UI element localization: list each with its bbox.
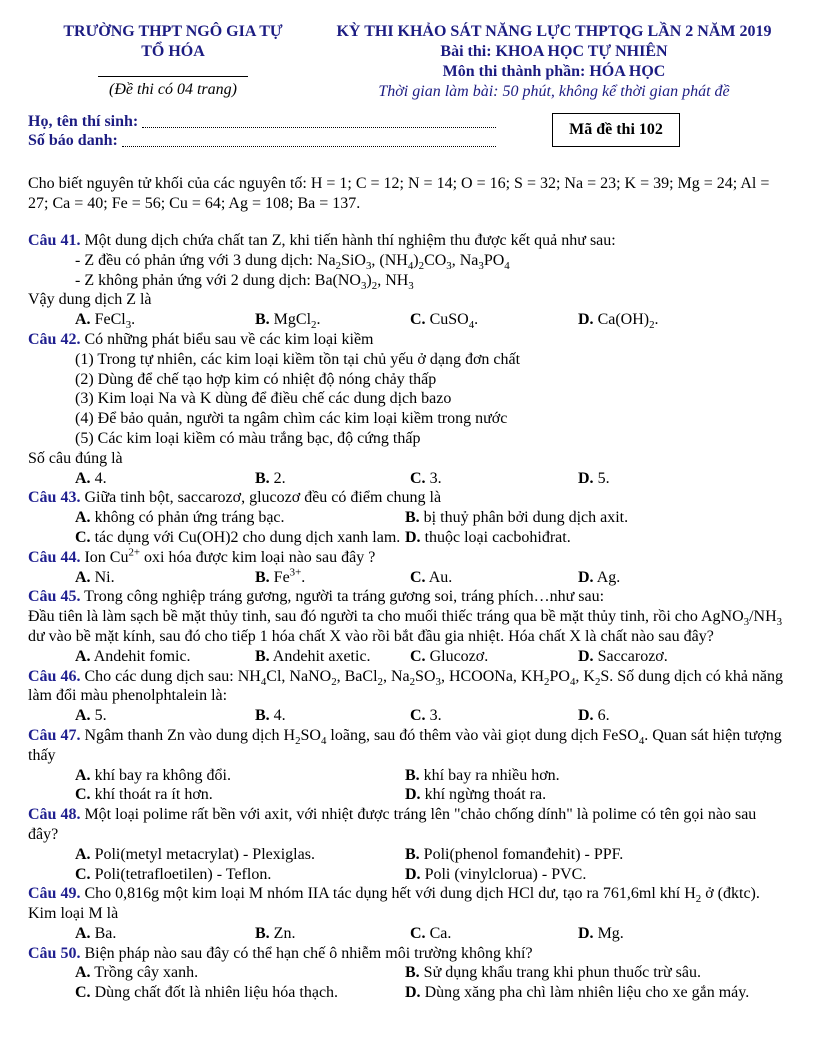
candidate-name-label: Họ, tên thí sinh: (28, 113, 139, 130)
option-text: $Fe^{3+}$. (273, 566, 306, 586)
option-text: MgCl$_2$. (273, 311, 321, 332)
question-first-line (28, 548, 790, 568)
option-letter: A. (75, 647, 91, 665)
option (75, 706, 255, 726)
option-letter: A. (75, 469, 91, 487)
question-line: (3) Kim loại Na và K dùng để điều chế các dung dịch bazo (75, 390, 452, 408)
option-letter: D. (405, 984, 421, 1002)
option-letter: B. (405, 964, 420, 982)
option-text: Dùng chất đốt là nhiên liệu hóa thạch. (94, 984, 339, 1002)
option (578, 924, 790, 944)
question-line: Vậy dung dịch Z là (28, 291, 152, 309)
question-block (28, 548, 790, 588)
option-text: Andehit fomic. (93, 647, 191, 665)
option-text: Poli(phenol fomanđehit) - PPF. (423, 845, 624, 863)
question-stem: Ngâm thanh Zn vào dung dịch $H_2SO_4$ loãng, sau đó thêm vào vài giọt dung dịch FeSO$_4$. Quan sát hiện tượng thấy (28, 726, 782, 764)
question-block (28, 488, 790, 547)
option-letter: D. (405, 786, 421, 804)
question-label: Câu 45. (28, 588, 81, 606)
option (75, 983, 405, 1003)
candidate-id-label: Số báo danh: (28, 132, 118, 149)
candidate-id-row (28, 131, 498, 150)
question-line: - Z đều có phản ứng với 3 dung dịch: $Na_2SiO_3$, $(NH_4)_2CO_3$, $Na_3PO_4$ (75, 251, 510, 272)
option-text: khí thoát ra ít hơn. (94, 786, 213, 804)
option (75, 924, 255, 944)
option (255, 568, 410, 588)
option (410, 469, 578, 489)
question-label: Câu 50. (28, 944, 81, 962)
question-label: Câu 41. (28, 232, 81, 249)
school-name: TRƯỜNG THPT NGÔ GIA TỰ (63, 23, 283, 40)
options-row (28, 310, 790, 330)
options-row (28, 469, 790, 489)
option-text: Ca. (429, 924, 452, 942)
question-first-line (28, 726, 790, 766)
option-letter: A. (75, 707, 91, 725)
question-block (28, 944, 790, 1003)
question-stem: Một loại polime rất bền với axit, với nhiệt được tráng lên "chảo chống dính" là polime có tên gọi nào sau đây? (28, 806, 757, 843)
header-right (318, 22, 790, 102)
option-letter: A. (75, 766, 91, 784)
option-text: Sử dụng khẩu trang khi phun thuốc trừ sâu. (423, 964, 701, 982)
option (75, 647, 255, 667)
option (75, 785, 405, 805)
option (75, 310, 255, 330)
option-text: Zn. (273, 924, 296, 942)
option (410, 568, 578, 588)
option-letter: C. (75, 984, 91, 1002)
option (75, 845, 405, 865)
option-text: Trồng cây xanh. (94, 964, 199, 982)
option-text: Mg. (597, 924, 624, 942)
options-row (28, 647, 790, 667)
question-stem: Cho 0,816g một kim loại M nhóm IIA tác dụng hết với dung dịch HCl dư, tạo ra 761,6ml khí $H_2$ ở (đktc). Kim loại M là (28, 885, 760, 923)
question-stem: Ion $Cu^{2+}$ oxi hóa được kim loại nào sau đây ? (84, 546, 376, 566)
option-letter: C. (75, 528, 91, 546)
question-line: - Z không phản ứng với 2 dung dịch: $Ba(NO_3)_2$, $NH_3$ (75, 271, 414, 292)
option (75, 528, 405, 548)
question-block (28, 587, 790, 666)
option (255, 647, 410, 667)
candidate-section (28, 112, 790, 170)
question-first-line (28, 805, 790, 845)
header-left (28, 22, 318, 102)
option (405, 963, 790, 983)
question-label: Câu 42. (28, 330, 81, 348)
option-letter: B. (405, 845, 420, 863)
option-text: 4. (94, 469, 107, 487)
option-text: bị thuỷ phân bởi dung dịch axit. (423, 509, 629, 527)
option-text: Poli(metyl metacrylat) - Plexiglas. (94, 845, 315, 863)
option-letter: C. (410, 469, 426, 487)
question-label: Câu 47. (28, 726, 81, 744)
options-row (28, 766, 790, 806)
option-text: Au. (428, 568, 453, 586)
option-text: Dùng xăng pha chì làm nhiên liệu cho xe gắn máy. (424, 984, 750, 1002)
question-stem: Cho các dung dịch sau: $NH_4Cl$, NaNO$_2$, BaCl$_2$, $Na_2SO_3$, HCOONa, $KH_2PO_4$, $K_2S$. Số dung dịch có khả năng làm đổi màu phenolphtalein là: (28, 667, 784, 705)
question-line: (1) Trong tự nhiên, các kim loại kiềm tồn tại chủ yếu ở dạng đơn chất (75, 350, 521, 368)
option-letter: B. (255, 647, 270, 665)
option (578, 469, 790, 489)
option (405, 785, 790, 805)
option (75, 568, 255, 588)
question-block (28, 330, 790, 488)
option-letter: C. (410, 311, 426, 329)
question-stem: Biện pháp nào sau đây có thể hạn chế ô nhiễm môi trường không khí? (84, 944, 533, 962)
options-row (28, 924, 790, 944)
exam-code-label: Mã đề thi 102 (569, 121, 663, 138)
option-text: Poli (vinylclorua) - PVC. (424, 865, 587, 883)
option-letter: D. (578, 647, 594, 665)
question-block (28, 726, 790, 805)
option-text: không có phản ứng tráng bạc. (94, 509, 285, 527)
question-block (28, 884, 790, 943)
option-letter: B. (405, 509, 420, 527)
option-text: 3. (429, 469, 442, 487)
question-first-line (28, 330, 790, 350)
option-text: Andehit axetic. (272, 647, 371, 665)
option-letter: A. (75, 964, 91, 982)
option-letter: B. (255, 311, 270, 329)
option-text: CuSO$_4$. (429, 311, 479, 332)
question-block (28, 805, 790, 884)
option (405, 528, 790, 548)
question-line: (4) Để bảo quản, người ta ngâm chìm các kim loại kiềm trong nước (75, 410, 508, 428)
option-text: 6. (597, 707, 610, 725)
option-letter: C. (410, 707, 426, 725)
option (405, 508, 790, 528)
option-text: 5. (94, 707, 107, 725)
options-row (28, 508, 790, 548)
option-letter: C. (410, 568, 426, 586)
question-label: Câu 44. (28, 548, 81, 566)
option (578, 568, 790, 588)
option-letter: B. (255, 469, 270, 487)
option-letter: C. (410, 647, 426, 665)
option-letter: D. (578, 924, 594, 942)
option-letter: A. (75, 568, 91, 586)
atomic-masses-note: Cho biết nguyên tử khối của các nguyên tố: H = 1; C = 12; N = 14; O = 16; S = 32; Na = 23; K = 39; Mg = 24; Al = 27; Ca = 40; Fe = 56; Cu = 64; Ag = 108; Ba = 137. (28, 175, 770, 212)
option (410, 310, 578, 330)
candidate-name-row (28, 112, 498, 131)
option-text: FeCl$_3$. (94, 311, 136, 332)
option (578, 706, 790, 726)
option (578, 310, 790, 330)
option-text: Poli(tetrafloetilen) - Teflon. (94, 865, 272, 883)
option-letter: A. (75, 509, 91, 527)
exam-code-box (552, 113, 680, 147)
question-stem: Giữa tinh bột, saccarozơ, glucozơ đều có điểm chung là (84, 489, 442, 507)
option (405, 865, 790, 885)
option-text: khí bay ra nhiều hơn. (423, 766, 560, 784)
options-row (28, 568, 790, 588)
options-row (28, 845, 790, 885)
option (75, 766, 405, 786)
question-block (28, 231, 790, 330)
question-stem: Trong công nghiệp tráng gương, người ta tráng gương soi, tráng phích…như sau: (84, 588, 605, 606)
option-letter: A. (75, 845, 91, 863)
option-text: 4. (273, 707, 286, 725)
question-line: Số câu đúng là (28, 449, 123, 467)
question-first-line (28, 587, 790, 607)
question-line: Đầu tiên là làm sạch bề mặt thủy tinh, sau đó người ta cho muối thiếc tráng qua bề mặt thủy tinh, rồi cho $AgNO_3/NH_3$ dư vào bề mặt kính, sau đó cho tiếp 1 hóa chất X vào rồi bắt đầu gia nhiệt. Hóa chất X là chất nào sau đây? (28, 608, 783, 645)
question-first-line (28, 944, 790, 964)
option-text: Ba. (94, 924, 117, 942)
option-letter: D. (578, 311, 594, 329)
question-label: Câu 46. (28, 667, 81, 685)
option-letter: C. (75, 865, 91, 883)
option-text: khí ngừng thoát ra. (424, 786, 547, 804)
options-row (28, 706, 790, 726)
option (255, 924, 410, 944)
option (75, 865, 405, 885)
question-stem: Có những phát biểu sau về các kim loại kiềm (84, 330, 374, 348)
option (405, 766, 790, 786)
option-letter: D. (405, 865, 421, 883)
exam-subject: Môn thi thành phần: HÓA HỌC (442, 63, 666, 80)
question-label: Câu 43. (28, 489, 81, 507)
option-letter: D. (578, 568, 594, 586)
option-letter: D. (578, 469, 594, 487)
option (410, 706, 578, 726)
option (255, 706, 410, 726)
option-letter: B. (405, 766, 420, 784)
candidate-id-line (122, 145, 496, 147)
option-text: 3. (429, 707, 442, 725)
exam-battery: Bài thi: KHOA HỌC TỰ NHIÊN (440, 43, 668, 60)
option-letter: A. (75, 311, 91, 329)
question-first-line (28, 231, 790, 251)
department-name: TỔ HÓA (141, 43, 205, 60)
question-first-line (28, 884, 790, 924)
option-text: Ni. (94, 568, 115, 586)
option-text: Saccarozơ. (597, 647, 668, 665)
pages-note: (Đề thi có 04 trang) (109, 81, 237, 98)
page-header (28, 22, 790, 102)
options-row (28, 963, 790, 1003)
option-text: tác dụng với Cu(OH)2 cho dung dịch xanh lam. (94, 528, 401, 546)
question-block (28, 667, 790, 726)
question-line: (2) Dùng để chế tạo hợp kim có nhiệt độ nóng chảy thấp (75, 370, 437, 388)
option (410, 647, 578, 667)
question-label: Câu 49. (28, 885, 81, 903)
option (255, 469, 410, 489)
option-letter: B. (255, 568, 270, 586)
question-first-line (28, 667, 790, 707)
option-letter: C. (75, 786, 91, 804)
option-letter: D. (405, 528, 421, 546)
exam-title: KỲ THI KHẢO SÁT NĂNG LỰC THPTQG LẦN 2 NĂM 2019 (336, 23, 772, 40)
option-letter: C. (410, 924, 426, 942)
option (405, 983, 790, 1003)
question-first-line (28, 488, 790, 508)
option-text: thuộc loại cacbohiđrat. (424, 528, 571, 546)
option-text: 5. (597, 469, 610, 487)
option (75, 508, 405, 528)
question-line: (5) Các kim loại kiềm có màu trắng bạc, độ cứng thấp (75, 429, 421, 447)
option-text: 2. (273, 469, 286, 487)
option-text: khí bay ra không đổi. (94, 766, 231, 784)
option (75, 469, 255, 489)
question-stem: Một dung dịch chứa chất tan Z, khi tiến hành thí nghiệm thu được kết quả như sau: (84, 232, 616, 249)
option-text: Ag. (596, 568, 621, 586)
option (410, 924, 578, 944)
option-letter: D. (578, 707, 594, 725)
option-letter: B. (255, 707, 270, 725)
option (405, 845, 790, 865)
option-letter: A. (75, 924, 91, 942)
header-divider (98, 76, 248, 77)
option-text: $Ca(OH)_2$. (597, 311, 659, 332)
option-text: Glucozơ. (429, 647, 489, 665)
option (75, 963, 405, 983)
option (578, 647, 790, 667)
question-label: Câu 48. (28, 806, 81, 824)
option-letter: B. (255, 924, 270, 942)
candidate-name-line (142, 126, 496, 128)
questions (28, 231, 790, 1003)
exam-duration: Thời gian làm bài: 50 phút, không kể thời gian phát đề (378, 83, 730, 100)
option (255, 310, 410, 330)
